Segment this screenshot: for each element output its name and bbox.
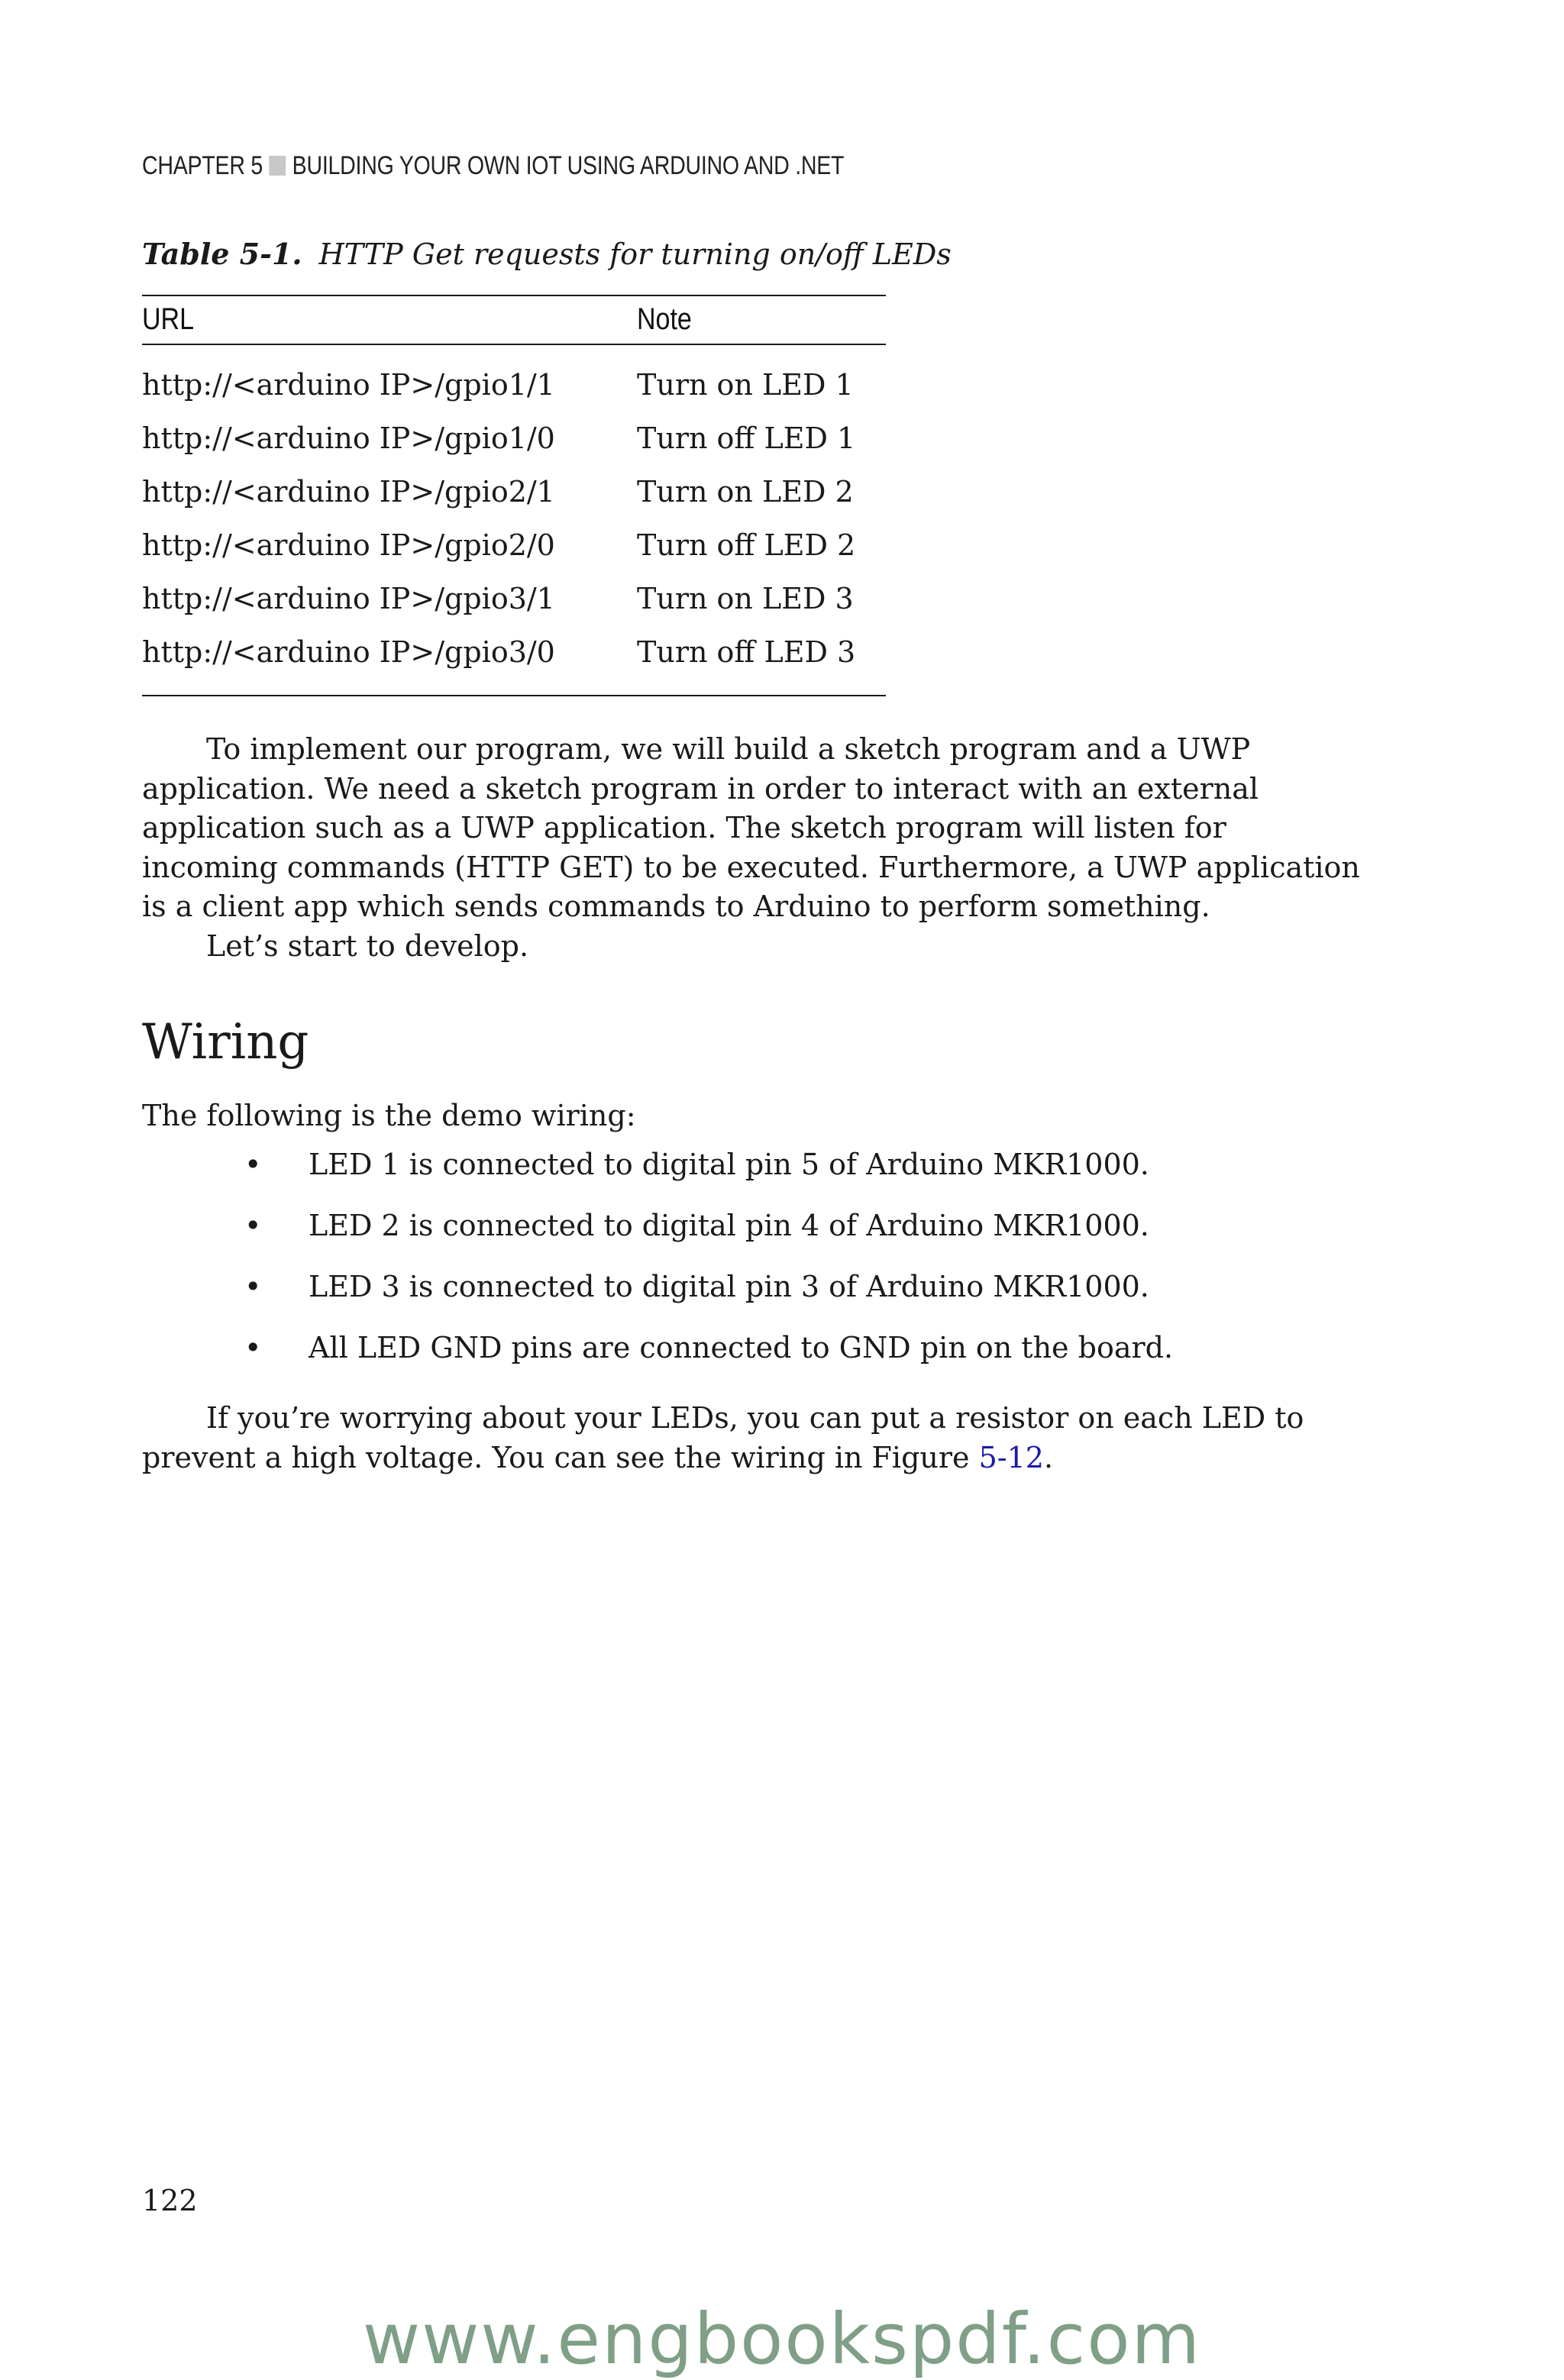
header-separator-square — [269, 156, 286, 176]
table-cell-note: Turn off LED 2 — [637, 528, 856, 562]
bullet-icon: • — [244, 1331, 262, 1364]
column-header-url: URL — [142, 302, 195, 336]
table-cell-note: Turn off LED 3 — [637, 635, 856, 669]
closing-text — [142, 1399, 1364, 1477]
table-body — [142, 345, 886, 695]
table-row — [142, 628, 886, 681]
section-lead — [142, 1096, 1364, 1136]
list-item — [142, 1145, 1364, 1206]
bullet-icon: • — [244, 1270, 262, 1303]
header-title: BUILDING YOUR OWN IOT USING ARDUINO AND .NET — [292, 151, 845, 180]
closing-paragraph — [142, 1399, 1364, 1477]
table-cell-note: Turn on LED 3 — [637, 582, 854, 615]
list-item-text: LED 1 is connected to digital pin 5 of Arduino MKR1000. — [309, 1148, 1149, 1181]
running-header — [142, 151, 844, 181]
table-cell-note: Turn on LED 1 — [637, 368, 854, 402]
figure-link[interactable]: 5-12 — [978, 1440, 1044, 1474]
table-header-row — [142, 296, 886, 344]
table-cell-url: http://<arduino IP>/gpio3/1 — [142, 582, 555, 615]
bullet-icon: • — [244, 1148, 262, 1181]
table-caption-text: HTTP Get requests for turning on/off LEDs — [318, 237, 952, 271]
section-lead-text: The following is the demo wiring: — [142, 1099, 636, 1132]
table-cell-note: Turn on LED 2 — [637, 475, 854, 509]
list-item — [142, 1206, 1364, 1268]
list-item-text: LED 3 is connected to digital pin 3 of Arduino MKR1000. — [309, 1270, 1149, 1303]
intro-text — [142, 730, 1364, 966]
table-row — [142, 521, 886, 574]
list-item — [142, 1329, 1364, 1390]
table-row — [142, 360, 886, 414]
page-number: 122 — [142, 2184, 198, 2217]
header-chapter: CHAPTER 5 — [142, 151, 263, 180]
closing-text-before: If you’re worrying about your LEDs, you can put a resistor on each LED to prevent a high voltage. You can see the wiring in Figure — [142, 1401, 1304, 1474]
table-label: Table 5-1. — [142, 237, 302, 271]
table-bottom-rule — [142, 695, 886, 696]
wiring-bullet-list — [142, 1145, 1364, 1390]
intro-start-line: Let’s start to develop. — [206, 928, 529, 963]
list-item-text: LED 2 is connected to digital pin 4 of Arduino MKR1000. — [309, 1209, 1149, 1242]
http-requests-table — [142, 295, 886, 696]
column-header-note: Note — [637, 302, 692, 336]
table-cell-url: http://<arduino IP>/gpio2/1 — [142, 475, 555, 509]
table-row — [142, 414, 886, 467]
list-item-text: All LED GND pins are connected to GND pin on the board. — [309, 1331, 1174, 1364]
list-item — [142, 1268, 1364, 1329]
table-row — [142, 574, 886, 628]
closing-text-after: . — [1043, 1440, 1054, 1474]
watermark-text: www.engbookspdf.com — [362, 2298, 1202, 2380]
intro-paragraph: To implement our program, we will build a sketch program and a UWP application. We need a sketch program in order to interact with an external application such as a UWP application. The sketch program will listen for incoming commands (HTTP GET) to be executed. Furthermore, a UWP application is a client app which sends commands to Arduino to perform something. — [142, 732, 1360, 923]
table-cell-note: Turn off LED 1 — [637, 421, 856, 455]
table-cell-url: http://<arduino IP>/gpio1/0 — [142, 421, 555, 455]
table-cell-url: http://<arduino IP>/gpio1/1 — [142, 368, 555, 402]
table-cell-url: http://<arduino IP>/gpio2/0 — [142, 528, 555, 562]
table-cell-url: http://<arduino IP>/gpio3/0 — [142, 635, 555, 669]
table-row — [142, 467, 886, 521]
section-heading: Wiring — [142, 1014, 309, 1071]
table-caption — [142, 237, 952, 271]
bullet-icon: • — [244, 1209, 262, 1242]
